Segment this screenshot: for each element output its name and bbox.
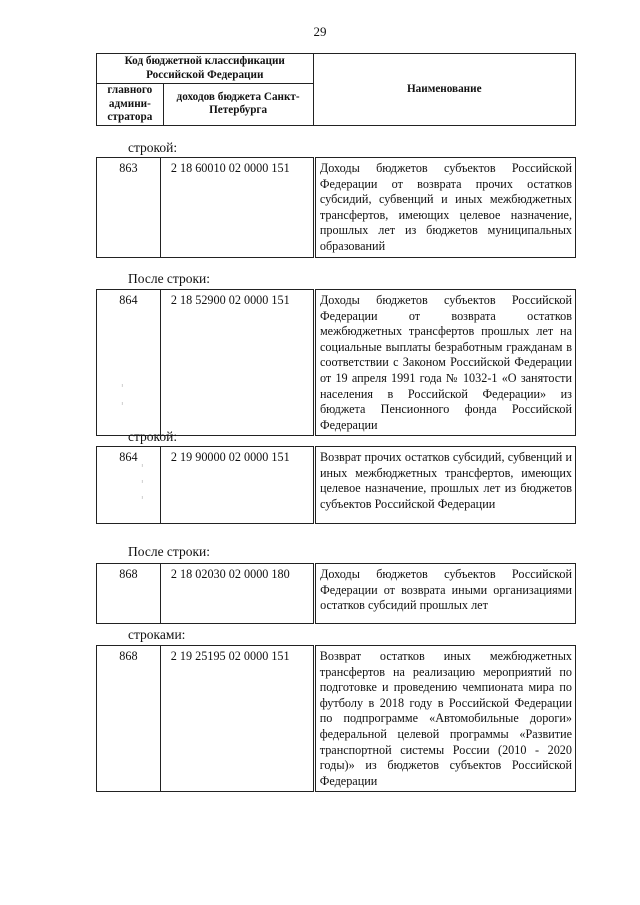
scan-speck: ⸯ: [120, 403, 125, 412]
row-table-5: [96, 645, 576, 792]
row-name: Доходы бюджетов субъектов Российской Федерации от возврата остатков межбюджетных трансфертов прошлых лет на социальные выплаты безработным гражданам в соответствии с Законом Российской Федерации от 19 апреля 1991 года № 1032-1 «О занятости населения в Российской Федерации» из бюджета Пенсионного фонда Российской Федерации: [314, 290, 575, 436]
table-row: [97, 646, 576, 792]
scan-speck: ⸯ: [140, 497, 145, 506]
header-code-group: Код бюджетной классификации Российской Федерации: [97, 54, 314, 84]
row-name: Возврат прочих остатков субсидий, субвенций и иных межбюджетных трансфертов, имеющих целевое назначение, прошлых лет из бюджетов субъектов Российской Федерации: [314, 447, 575, 524]
table-row: [97, 447, 576, 524]
budget-code: 2 18 52900 02 0000 151: [160, 290, 314, 436]
admin-code: 863: [97, 158, 161, 258]
table-row: [97, 290, 576, 436]
row-name: Доходы бюджетов субъектов Российской Федерации от возврата прочих остатков субсидий, субвенций и иных межбюджетных трансфертов, имеющих целевое назначение, прошлых лет из бюджетов муниципальных образований: [314, 158, 575, 258]
budget-code: 2 19 90000 02 0000 151: [160, 447, 314, 524]
row-name: Возврат остатков иных межбюджетных трансфертов на реализацию мероприятий по подготовке и проведению чемпионата мира по футболу в 2018 году в Российской Федерации по подпрограмме «Автомобильные дороги» федеральной целевой программы «Развитие транспортной системы России (2010 - 2020 годы)» из бюджетов субъектов Российской Федерации: [314, 646, 575, 792]
caption-1: строкой:: [128, 140, 178, 155]
header-table: [96, 53, 576, 126]
table-row: [97, 564, 576, 624]
budget-code: 2 18 60010 02 0000 151: [160, 158, 314, 258]
scan-speck: ⸯ: [140, 465, 145, 474]
row-name: Доходы бюджетов субъектов Российской Федерации от возврата иными организациями остатков субсидий прошлых лет: [315, 564, 576, 624]
row-table-1: [96, 157, 576, 258]
page-number: 29: [313, 24, 327, 39]
scan-speck: ⸯ: [140, 481, 145, 490]
scan-speck: ⸯ: [120, 385, 125, 394]
header-income: доходов бюджета Санкт-Петербурга: [163, 84, 313, 126]
row-table-3: [96, 446, 576, 524]
admin-code: 864: [97, 290, 161, 436]
header-admin: главного админи-стратора: [97, 84, 164, 126]
caption-5: строками:: [128, 627, 186, 642]
table-row: [97, 158, 576, 258]
caption-2: После строки:: [128, 271, 211, 286]
admin-code: 864: [97, 447, 161, 524]
caption-3: строкой:: [128, 429, 178, 444]
row-table-4: [96, 563, 576, 624]
header-name: Наименование: [313, 54, 576, 126]
budget-code: 2 19 25195 02 0000 151: [160, 646, 314, 792]
admin-code: 868: [97, 564, 161, 624]
admin-code: 868: [97, 646, 161, 792]
row-table-2: [96, 289, 576, 436]
caption-4: После строки:: [128, 544, 211, 559]
budget-code: 2 18 02030 02 0000 180: [160, 564, 314, 624]
